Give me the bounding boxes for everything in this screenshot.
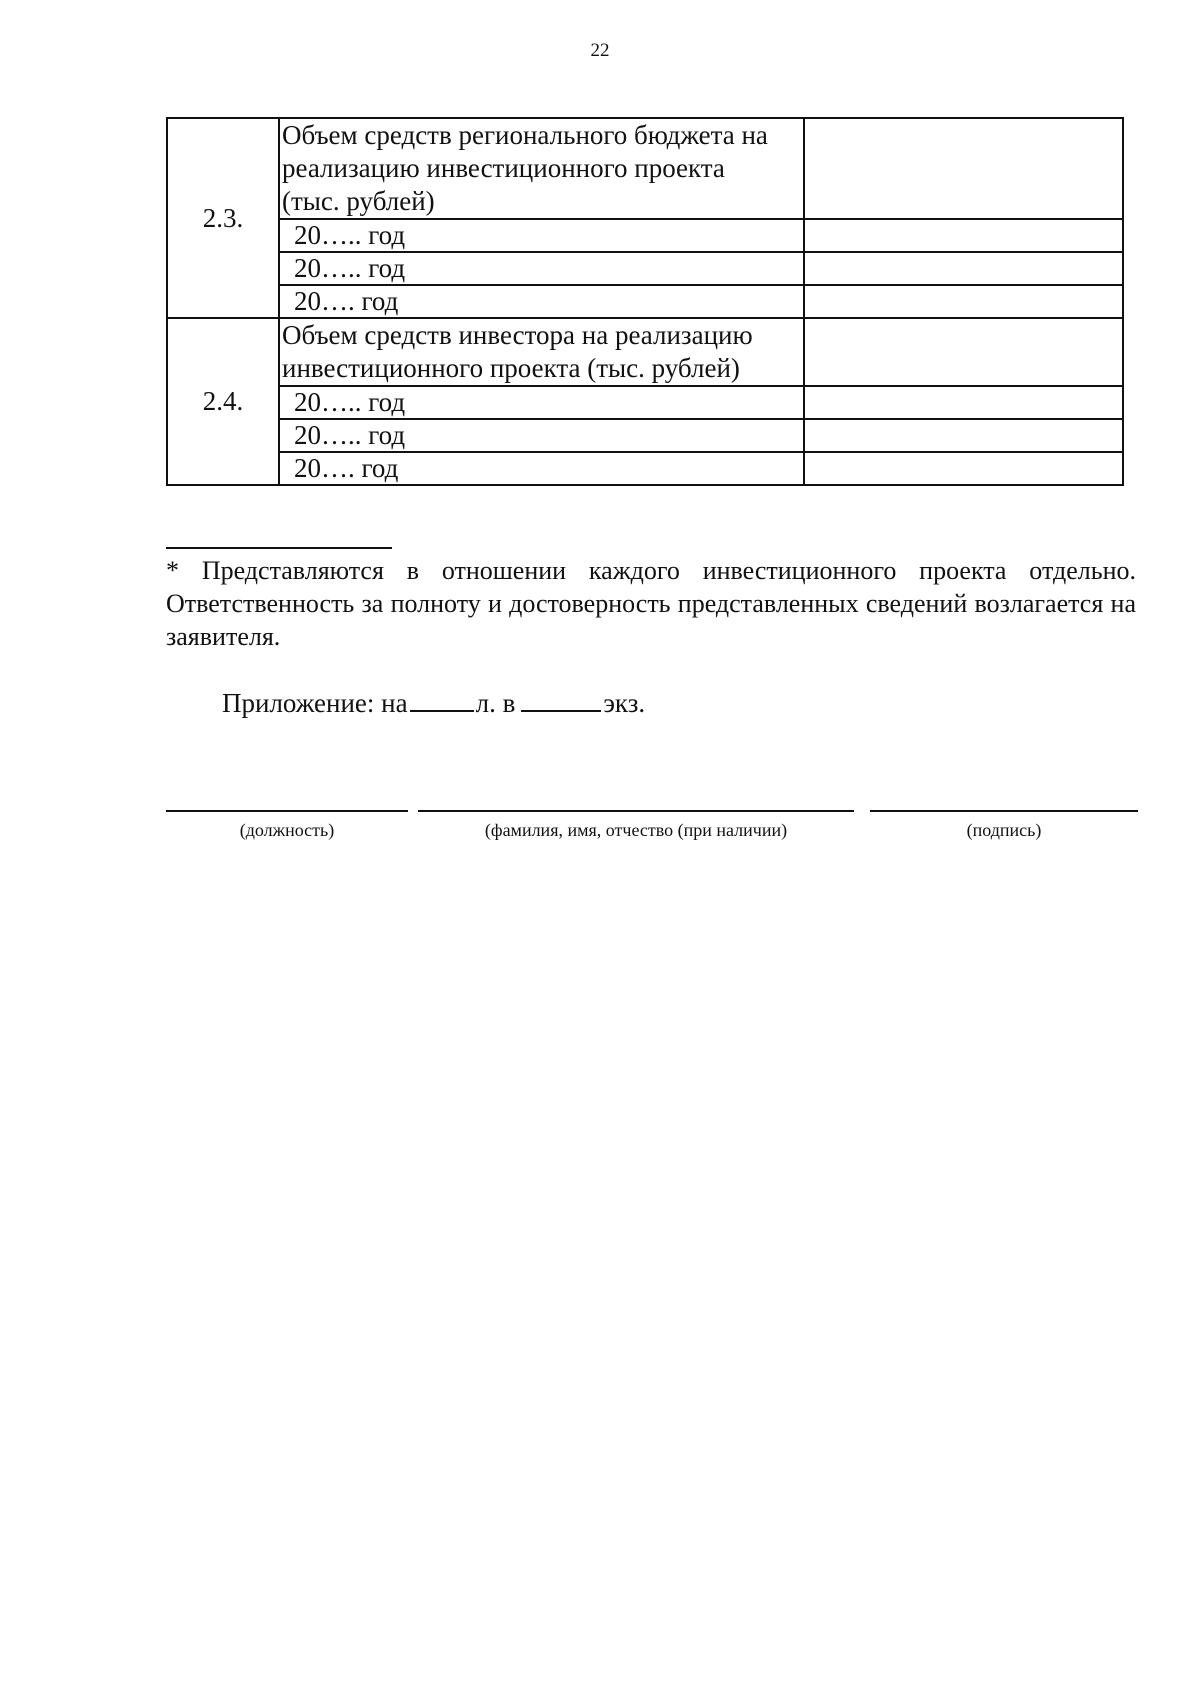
table-row: [167, 419, 1123, 452]
row-label-line: инвестиционного проекта (тыс. рублей): [282, 353, 740, 383]
year-cell: 20…. год: [279, 452, 804, 485]
value-cell[interactable]: [804, 419, 1123, 452]
year-cell: 20….. год: [279, 252, 804, 285]
full-name-signature-line[interactable]: [418, 810, 854, 812]
row-number-cell: [167, 118, 279, 318]
position-caption: (должность): [239, 820, 335, 840]
page-number: 22: [590, 40, 610, 61]
row-number: 2.3.: [202, 202, 244, 233]
sheets-count-blank[interactable]: [410, 684, 474, 712]
table-row: [167, 219, 1123, 252]
value-cell[interactable]: [804, 285, 1123, 318]
full-name-caption: (фамилия, имя, отчество (при наличии): [484, 820, 788, 840]
value-cell[interactable]: [804, 219, 1123, 252]
table-row: [167, 252, 1123, 285]
value-cell[interactable]: [804, 386, 1123, 419]
copies-count-blank[interactable]: [521, 684, 601, 712]
row-number-cell: [167, 318, 279, 485]
row-label-line: реализацию инвестиционного проекта: [282, 153, 725, 183]
row-label-cell: [279, 118, 804, 219]
row-label-line: Объем средств регионального бюджета на: [282, 120, 768, 150]
row-label-cell: [279, 318, 804, 386]
signature-line[interactable]: [870, 810, 1138, 812]
footnote-divider: [166, 547, 392, 549]
year-cell: 20….. год: [279, 386, 804, 419]
table-row: [167, 318, 1123, 386]
table-row: [167, 452, 1123, 485]
row-label-line: Объем средств инвестора на реализацию: [282, 320, 753, 350]
value-cell[interactable]: [804, 118, 1123, 219]
year-cell: 20…. год: [279, 285, 804, 318]
row-number: 2.4.: [202, 386, 244, 416]
table-row: [167, 285, 1123, 318]
value-cell[interactable]: [804, 452, 1123, 485]
attachment-middle: л. в: [475, 688, 516, 718]
attachment-line: [222, 684, 645, 719]
year-cell: 20….. год: [279, 219, 804, 252]
table-row: [167, 386, 1123, 419]
signature-caption: (подпись): [966, 820, 1042, 840]
table-row: [167, 118, 1123, 219]
investment-data-table: [166, 117, 1124, 486]
position-signature-line[interactable]: [166, 810, 408, 812]
row-label-line: (тыс. рублей): [282, 186, 435, 216]
value-cell[interactable]: [804, 252, 1123, 285]
value-cell[interactable]: [804, 318, 1123, 386]
year-cell: 20….. год: [279, 419, 804, 452]
footnote: * Представляются в отношении каждого инвестиционного проекта отдельно. Ответственность за полноту и достоверность представленных сведений возлагается на заявителя.: [166, 556, 1136, 651]
attachment-prefix: Приложение: на: [222, 688, 408, 718]
attachment-suffix: экз.: [603, 688, 646, 718]
